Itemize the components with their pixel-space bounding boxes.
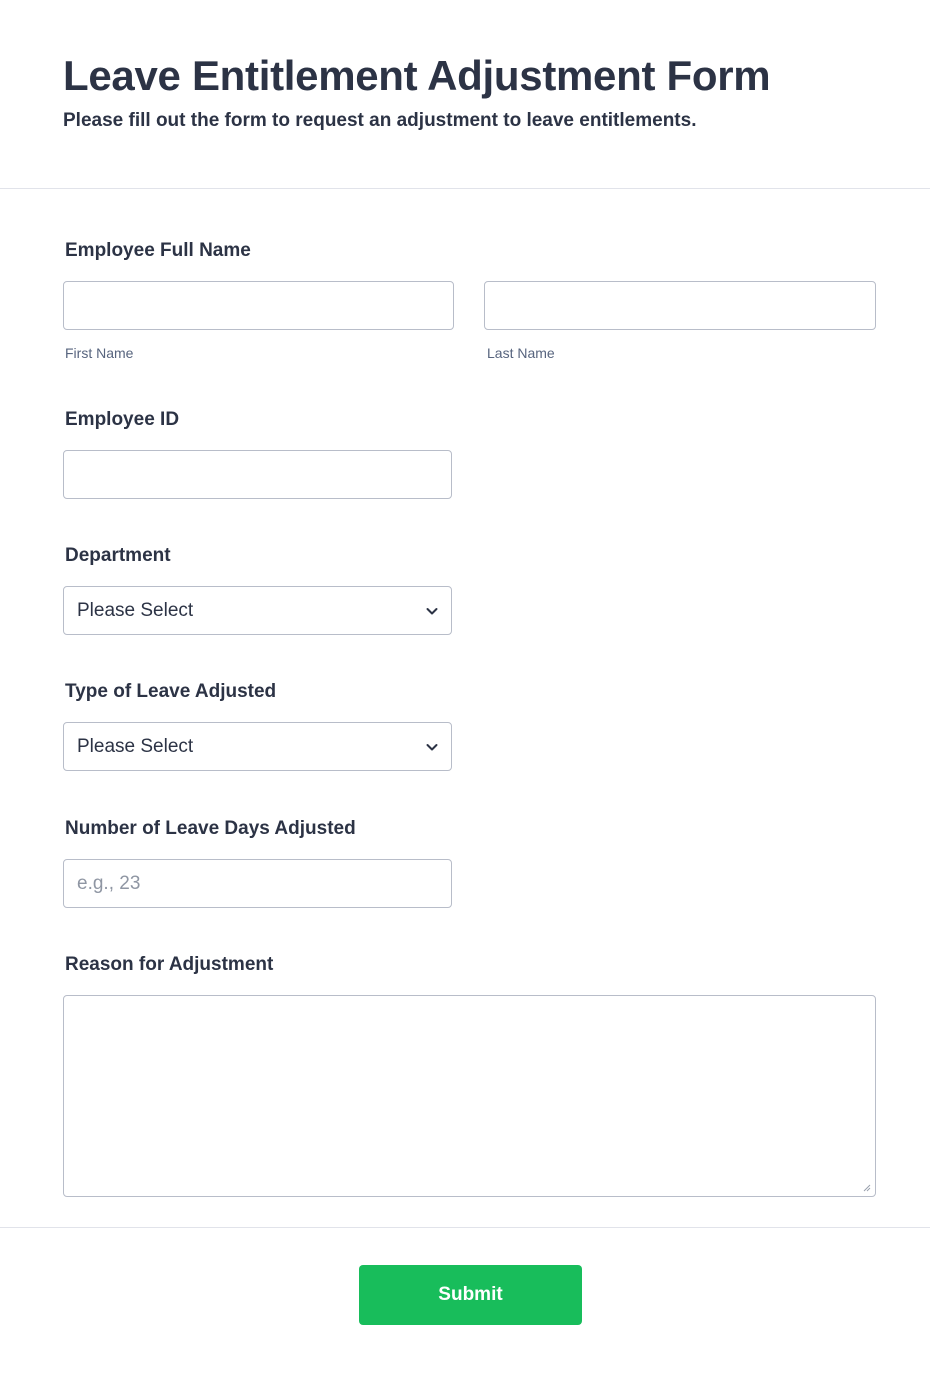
- employee-id-input[interactable]: [63, 450, 452, 499]
- leave-type-select[interactable]: [63, 722, 452, 771]
- full-name-label: Employee Full Name: [65, 240, 251, 261]
- submit-button[interactable]: Submit: [359, 1265, 582, 1325]
- leave-days-label: Number of Leave Days Adjusted: [65, 818, 356, 839]
- last-name-input[interactable]: [484, 281, 876, 330]
- reason-label: Reason for Adjustment: [65, 954, 274, 975]
- chevron-down-icon: [425, 604, 439, 618]
- first-name-input[interactable]: [63, 281, 454, 330]
- leave-type-label: Type of Leave Adjusted: [65, 681, 277, 702]
- last-name-sublabel: Last Name: [487, 345, 555, 361]
- first-name-sublabel: First Name: [65, 345, 134, 361]
- department-select-value: Please Select: [77, 599, 194, 621]
- form-title: Leave Entitlement Adjustment Form: [63, 52, 771, 99]
- reason-textarea[interactable]: [63, 995, 876, 1197]
- footer-divider: [0, 1227, 930, 1228]
- leave-days-input[interactable]: [63, 859, 452, 908]
- form-subtitle: Please fill out the form to request an adjustment to leave entitlements.: [63, 110, 697, 131]
- department-select[interactable]: [63, 586, 452, 635]
- chevron-down-icon: [425, 740, 439, 754]
- resize-grip-icon[interactable]: [861, 1182, 871, 1192]
- employee-id-label: Employee ID: [65, 409, 180, 430]
- leave-type-select-value: Please Select: [77, 735, 194, 757]
- form-header: [0, 0, 930, 189]
- department-label: Department: [65, 545, 171, 566]
